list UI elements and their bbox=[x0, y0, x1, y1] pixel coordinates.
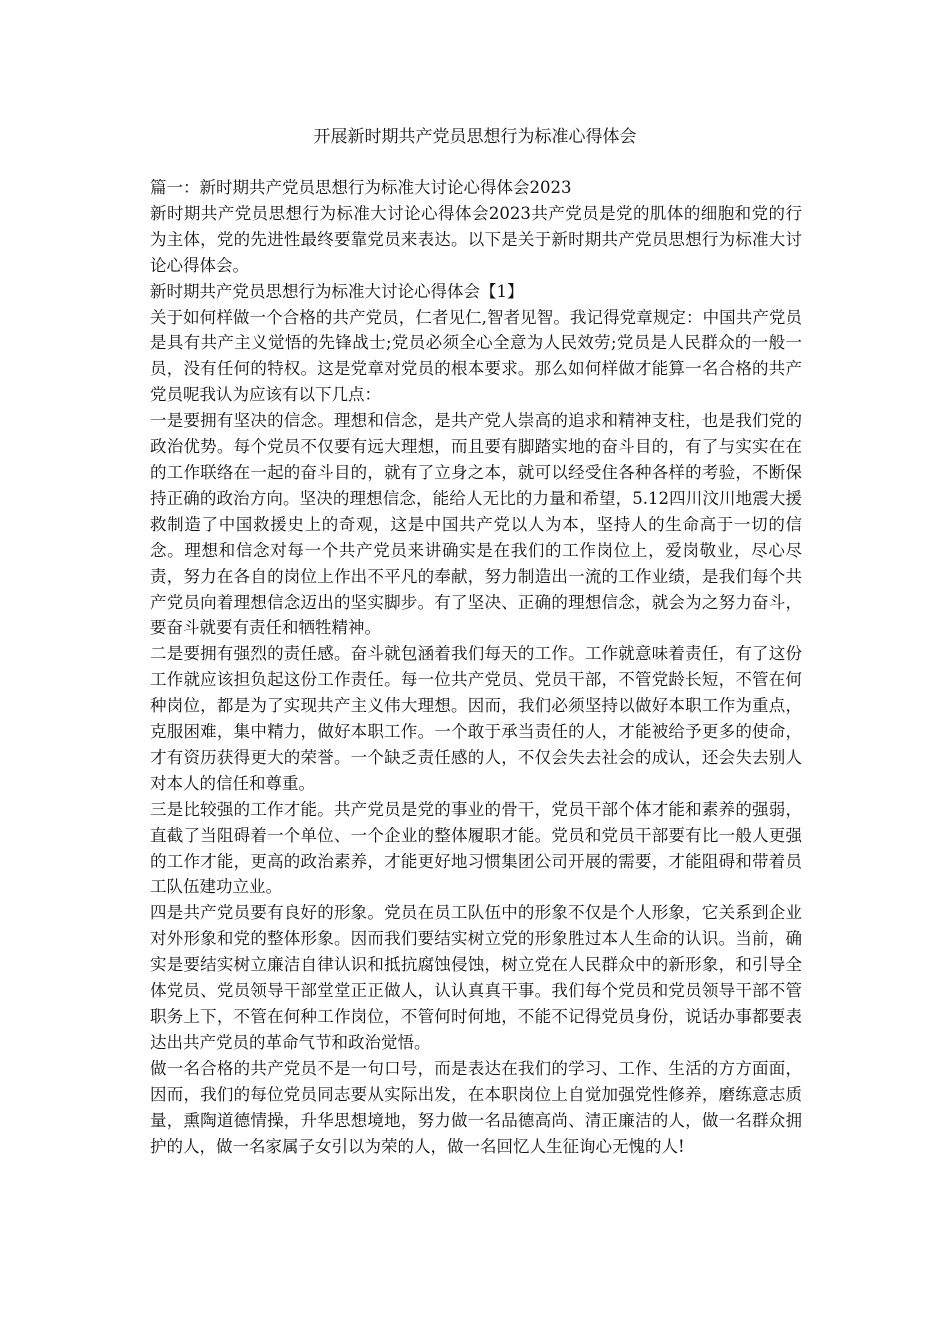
body-paragraph: 二是要拥有强烈的责任感。奋斗就包涵着我们每天的工作。工作就意味着责任，有了这份工作就应该担负起这份工作责任。每一位共产党员、党员干部，不管党龄长短，不管在何种岗位，都是为了实现共产主义伟大理想。因而，我们必须坚持以做好本职工作为重点，克服困难，集中精力，做好本职工作。一个敢于承当责任的人，才能被给予更多的使命，才有资历获得更大的荣誉。一个缺乏责任感的人，不仅会失去社会的成认，还会失去别人对本人的信任和尊重。 bbox=[150, 644, 802, 793]
body-paragraph: 四是共产党员要有良好的形象。党员在员工队伍中的形象不仅是个人形象，它关系到企业对外形象和党的整体形象。因而我们要结实树立党的形象胜过本人生命的认识。当前，确实是要结实树立廉洁自律认识和抵抗腐蚀侵蚀，树立党在人民群众中的新形象，和引导全体党员、党员领导干部堂堂正正做人，认认真真干事。我们每个党员和党员领导干部不管职务上下，不管在何种工作岗位，不管何时何地，不能不记得党员身份，说话办事都要表达出共产党员的革命气节和政治觉悟。 bbox=[150, 903, 802, 1052]
document-title: 开展新时期共产党员思想行为标准心得体会 bbox=[313, 127, 637, 147]
subsection-heading: 新时期共产党员思想行为标准大讨论心得体会【1】 bbox=[150, 281, 524, 301]
section-heading: 篇一：新时期共产党员思想行为标准大讨论心得体会2023 bbox=[150, 178, 572, 197]
body-paragraph: 一是要拥有坚决的信念。理想和信念，是共产党人崇高的追求和精神支柱，也是我们党的政治优势。每个党员不仅要有远大理想，而且要有脚踏实地的奋斗目的，有了与实实在在的工作联络在一起的奋斗目的，就有了立身之本，就可以经受住各种各样的考验，不断保持正确的政治方向。坚决的理想信念，能给人无比的力量和希望，5.12四川汶川地震大援救制造了中国救援史上的奇观，这是中国共产党以人为本，坚持人的生命高于一切的信念。理想和信念对每一个共产党员来讲确实是在我们的工作岗位上，爱岗敬业，尽心尽责，努力在各自的岗位上作出不平凡的奉献，努力制造出一流的工作业绩，是我们每个共产党员向着理想信念迈出的坚实脚步。有了坚决、正确的理想信念，就会为之努力奋斗，要奋斗就要有责任和牺牲精神。 bbox=[150, 411, 802, 638]
body-paragraph: 关于如何样做一个合格的共产党员，仁者见仁,智者见智。我记得党章规定：中国共产党员是具有共产主义觉悟的先锋战士;党员必须全心全意为人民效劳;党员是人民群众的一般一员，没有任何的特权。这是党章对党员的根本要求。那么如何样做才能算一名合格的共产党员呢我认为应该有以下几点： bbox=[150, 307, 802, 405]
closing-paragraph: 做一名合格的共产党员不是一句口号，而是表达在我们的学习、工作、生活的方方面面，因而，我们的每位党员同志要从实际出发，在本职岗位上自觉加强党性修养，磨练意志质量，熏陶道德情操，升华思想境地，努力做一名品德高尚、清正廉洁的人，做一名群众拥护的人，做一名家属子女引以为荣的人，做一名回忆人生征询心无愧的人! bbox=[150, 1058, 802, 1156]
intro-paragraph: 新时期共产党员思想行为标准大讨论心得体会2023共产党员是党的肌体的细胞和党的行为主体，党的先进性最终要靠党员来表达。以下是关于新时期共产党员思想行为标准大讨论心得体会。 bbox=[150, 203, 802, 275]
document-body bbox=[150, 175, 802, 1159]
body-paragraph: 三是比较强的工作才能。共产党员是党的事业的骨干，党员干部个体才能和素养的强弱，直截了当阻碍着一个单位、一个企业的整体履职才能。党员和党员干部要有比一般人更强的工作才能，更高的政治素养，才能更好地习惯集团公司开展的需要，才能阻碍和带着员工队伍建功立业。 bbox=[150, 799, 802, 897]
